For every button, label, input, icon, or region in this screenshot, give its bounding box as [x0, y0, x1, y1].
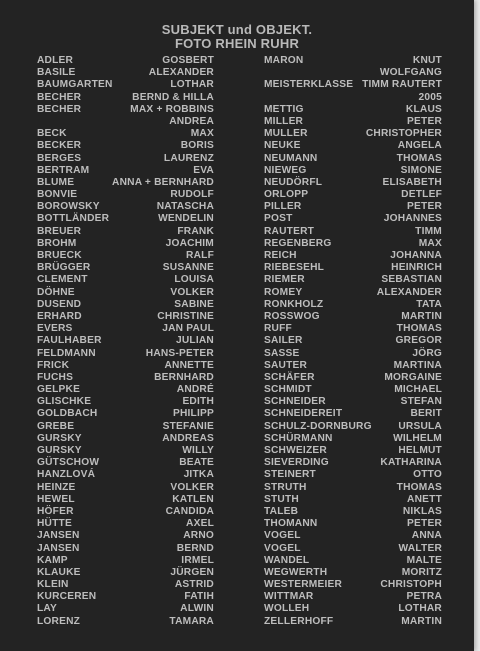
- artist-last-name: GÜTSCHOW: [37, 457, 100, 469]
- artist-last-name: METTIG: [264, 103, 304, 115]
- artist-first-name: FRANK: [177, 225, 214, 237]
- artist-first-name: SUSANNE: [162, 262, 214, 274]
- cover-subtitle: FOTO RHEIN RUHR: [174, 36, 300, 51]
- artist-row: [37, 92, 214, 104]
- artist-last-name: FUCHS: [37, 371, 74, 383]
- artist-first-name: HELMUT: [398, 445, 442, 456]
- artist-first-name: ANDREAS: [162, 432, 214, 444]
- artist-first-name: PETER: [407, 201, 442, 213]
- artist-first-name: ANETT: [407, 493, 442, 505]
- artist-first-name: BERND: [176, 542, 214, 554]
- artist-first-name: NIKLAS: [402, 505, 442, 517]
- artist-row: [264, 591, 442, 603]
- artist-first-name: BERND & HILLA: [132, 91, 214, 103]
- artist-last-name: SCHNEIDEREIT: [264, 408, 343, 420]
- artist-first-name: JÖRG: [412, 347, 442, 359]
- artist-last-name: KAMP: [37, 554, 68, 566]
- artist-first-name: THOMAS: [396, 323, 442, 335]
- artist-row: [264, 274, 442, 286]
- artist-first-name: MAX: [418, 237, 442, 249]
- artist-first-name: LOTHAR: [170, 79, 214, 91]
- artist-first-name: ANGELA: [397, 140, 442, 152]
- artist-last-name: SCHNEIDER: [264, 396, 326, 408]
- artist-row: [264, 433, 442, 445]
- artist-first-name: TIMM RAUTERT: [362, 79, 442, 91]
- artist-first-name: STEFANIE: [162, 420, 214, 432]
- artist-first-name: PHILIPP: [172, 408, 214, 420]
- artist-last-name: BASILE: [37, 67, 76, 79]
- artist-first-name: WOLFGANG: [379, 67, 442, 79]
- artist-row: [264, 421, 442, 433]
- artist-first-name: 2005: [418, 91, 442, 103]
- artist-last-name: MEISTERKLASSE: [264, 79, 354, 91]
- artist-row: [264, 530, 442, 542]
- artist-first-name: THOMAS: [396, 481, 442, 493]
- artist-row: [264, 238, 442, 250]
- artist-last-name: ADLER: [37, 55, 74, 66]
- artist-row: [264, 543, 442, 555]
- artist-first-name: MAX + ROBBINS: [130, 103, 214, 115]
- artist-last-name: SAILER: [264, 335, 303, 347]
- artist-row: [37, 287, 214, 299]
- artist-first-name: MORITZ: [401, 566, 442, 578]
- artist-last-name: SCHULZ-DORNBURG: [264, 420, 372, 432]
- artist-last-name: DUSEND: [37, 298, 82, 310]
- artist-last-name: RAUTERT: [264, 225, 315, 237]
- artist-last-name: HÖFER: [37, 505, 74, 517]
- artist-last-name: GURSKY: [37, 445, 82, 456]
- artist-row: [264, 323, 442, 335]
- artist-first-name: WILLY: [182, 445, 214, 456]
- artist-first-name: RUDOLF: [170, 189, 214, 201]
- artist-row: [264, 213, 442, 225]
- artist-last-name: MARON: [264, 55, 304, 66]
- artist-first-name: WILHELM: [393, 432, 442, 444]
- artist-first-name: HEINRICH: [391, 262, 442, 274]
- artist-last-name: BLUME: [37, 176, 75, 188]
- artist-row: [264, 299, 442, 311]
- artist-row: [264, 116, 442, 128]
- cover-title: SUBJEKT und OBJEKT.: [161, 22, 313, 37]
- artist-last-name: HANZLOVÁ: [37, 469, 96, 481]
- artist-first-name: ARNO: [183, 530, 214, 542]
- artist-row: [37, 140, 214, 152]
- artist-row: [264, 457, 442, 469]
- artist-first-name: GOSBERT: [162, 55, 214, 66]
- artist-last-name: TALEB: [264, 505, 299, 517]
- artist-last-name: BOROWSKY: [37, 201, 100, 213]
- artist-first-name: JULIAN: [176, 335, 214, 347]
- artist-last-name: LORENZ: [37, 615, 81, 627]
- artist-row: [37, 250, 214, 262]
- artist-row: [37, 165, 214, 177]
- artist-last-name: SCHMIDT: [264, 384, 312, 396]
- artist-first-name: EDITH: [182, 396, 214, 408]
- artist-row: [37, 189, 214, 201]
- artist-first-name: ELISABETH: [382, 176, 442, 188]
- artist-last-name: KLEIN: [37, 579, 69, 591]
- artist-row: [264, 262, 442, 274]
- artist-first-name: JAN PAUL: [162, 323, 214, 335]
- artist-last-name: MULLER: [264, 128, 308, 140]
- artist-row: [37, 311, 214, 323]
- artist-row: [37, 555, 214, 567]
- artist-first-name: STEFAN: [400, 396, 442, 408]
- artist-row: [264, 335, 442, 347]
- artist-first-name: JOHANNES: [383, 213, 442, 225]
- artist-row: [37, 372, 214, 384]
- artist-last-name: POST: [264, 213, 293, 225]
- artist-last-name: THOMANN: [264, 518, 318, 530]
- artist-last-name: REGENBERG: [264, 237, 332, 249]
- artist-row: [37, 567, 214, 579]
- artist-last-name: PILLER: [264, 201, 302, 213]
- artist-first-name: ANNA: [411, 530, 442, 542]
- artist-first-name: GREGOR: [395, 335, 442, 347]
- artist-last-name: HEWEL: [37, 493, 75, 505]
- artist-row: [37, 494, 214, 506]
- artist-last-name: BRÜGGER: [37, 262, 91, 274]
- artist-last-name: BECHER: [37, 91, 82, 103]
- artist-last-name: GELPKE: [37, 384, 81, 396]
- artist-row: [37, 226, 214, 238]
- artist-first-name: DETLEF: [401, 189, 442, 201]
- artist-first-name: EVA: [193, 164, 214, 176]
- artist-first-name: PETER: [407, 518, 442, 530]
- artist-last-name: JANSEN: [37, 530, 80, 542]
- artist-first-name: KNUT: [412, 55, 442, 66]
- artist-first-name: RALF: [186, 250, 214, 261]
- artist-first-name: WALTER: [398, 542, 442, 554]
- artist-last-name: RIEMER: [264, 274, 305, 286]
- artist-first-name: MARTINA: [393, 359, 442, 371]
- artist-last-name: HÜTTE: [37, 518, 72, 530]
- artist-first-name: FATIH: [184, 591, 214, 603]
- artist-first-name: TATA: [416, 298, 442, 310]
- artist-last-name: RONKHOLZ: [264, 298, 324, 310]
- artist-row: [264, 518, 442, 530]
- artist-first-name: KATLEN: [172, 493, 214, 505]
- artist-first-name: BERNHARD: [154, 371, 214, 383]
- artist-first-name: JÜRGEN: [170, 566, 214, 578]
- artist-list-left: [37, 55, 214, 628]
- artist-row: [37, 433, 214, 445]
- artist-last-name: DÖHNE: [37, 286, 75, 298]
- artist-first-name: HANS-PETER: [145, 347, 214, 359]
- artist-last-name: NEUDÖRFL: [264, 176, 323, 188]
- artist-row: [264, 226, 442, 238]
- artist-last-name: ORLOPP: [264, 189, 309, 201]
- artist-last-name: SCHÄFER: [264, 371, 315, 383]
- artist-last-name: JANSEN: [37, 542, 80, 554]
- artist-row: [264, 79, 442, 91]
- artist-row: [37, 408, 214, 420]
- artist-last-name: STUTH: [264, 493, 299, 505]
- artist-first-name: BORIS: [180, 140, 214, 152]
- artist-last-name: WESTERMEIER: [264, 579, 343, 591]
- artist-row: [37, 396, 214, 408]
- artist-first-name: OTTO: [413, 469, 442, 481]
- artist-row: [264, 567, 442, 579]
- artist-last-name: EVERS: [37, 323, 73, 335]
- artist-first-name: LOUISA: [174, 274, 214, 286]
- artist-first-name: ANDREA: [169, 115, 214, 127]
- artist-row: [37, 469, 214, 481]
- artist-first-name: MALTE: [406, 554, 442, 566]
- artist-first-name: KATHARINA: [380, 457, 442, 469]
- artist-first-name: URSULA: [398, 420, 442, 432]
- artist-first-name: JOHANNA: [390, 250, 442, 261]
- artist-last-name: BECK: [37, 128, 67, 140]
- artist-row: [37, 55, 214, 67]
- artist-last-name: LAY: [37, 603, 58, 615]
- artist-row: [37, 153, 214, 165]
- artist-row: [37, 323, 214, 335]
- artist-last-name: STEINERT: [264, 469, 316, 481]
- artist-row: [264, 396, 442, 408]
- artist-last-name: SASSE: [264, 347, 300, 359]
- artist-row: [264, 55, 442, 67]
- artist-last-name: WANDEL: [264, 554, 310, 566]
- artist-first-name: PETER: [407, 115, 442, 127]
- artist-last-name: HEINZE: [37, 481, 76, 493]
- artist-last-name: SAUTER: [264, 359, 308, 371]
- artist-row: [37, 421, 214, 433]
- artist-first-name: CHRISTOPHER: [365, 128, 442, 140]
- artist-row: [264, 469, 442, 481]
- artist-last-name: ROMEY: [264, 286, 303, 298]
- artist-row: [37, 530, 214, 542]
- artist-first-name: ANNETTE: [164, 359, 214, 371]
- artist-first-name: LAURENZ: [163, 152, 214, 164]
- artist-row: [264, 348, 442, 360]
- artist-row: [37, 457, 214, 469]
- artist-first-name: ALEXANDER: [148, 67, 214, 79]
- artist-last-name: MILLER: [264, 115, 304, 127]
- artist-last-name: BECHER: [37, 103, 82, 115]
- artist-row: [264, 104, 442, 116]
- artist-row: [37, 104, 214, 116]
- artist-row: [37, 116, 214, 128]
- artist-first-name: AXEL: [186, 518, 214, 530]
- artist-first-name: WENDELIN: [158, 213, 214, 225]
- artist-row: [37, 603, 214, 615]
- artist-last-name: VOGEL: [264, 530, 301, 542]
- artist-row: [264, 445, 442, 457]
- artist-last-name: ZELLERHOFF: [264, 615, 334, 627]
- artist-row: [264, 165, 442, 177]
- artist-first-name: SEBASTIAN: [381, 274, 442, 286]
- artist-row: [264, 311, 442, 323]
- artist-row: [37, 518, 214, 530]
- artist-first-name: MARTIN: [401, 615, 442, 627]
- artist-row: [37, 348, 214, 360]
- artist-last-name: WEGWERTH: [264, 566, 328, 578]
- artist-last-name: REICH: [264, 250, 297, 261]
- artist-first-name: BEATE: [179, 457, 214, 469]
- artist-row: [37, 299, 214, 311]
- artist-first-name: ALEXANDER: [376, 286, 442, 298]
- artist-first-name: MARTIN: [401, 310, 442, 322]
- artist-row: [37, 238, 214, 250]
- artist-last-name: VOGEL: [264, 542, 301, 554]
- artist-row: [37, 128, 214, 140]
- artist-row: [264, 153, 442, 165]
- artist-first-name: ANNA + BERNHARD: [112, 176, 214, 188]
- artist-row: [37, 506, 214, 518]
- artist-first-name: PETRA: [406, 591, 442, 603]
- artist-first-name: THOMAS: [396, 152, 442, 164]
- artist-row: [264, 128, 442, 140]
- artist-row: [37, 445, 214, 457]
- artist-row: [37, 79, 214, 91]
- artist-first-name: LOTHAR: [398, 603, 442, 615]
- artist-first-name: MICHAEL: [394, 384, 442, 396]
- artist-row: [264, 494, 442, 506]
- artist-last-name: BERTRAM: [37, 164, 90, 176]
- artist-row: [264, 616, 442, 628]
- artist-last-name: ERHARD: [37, 310, 82, 322]
- artist-last-name: ROSSWOG: [264, 310, 320, 322]
- artist-first-name: SABINE: [174, 298, 214, 310]
- artist-last-name: BOTTLÄNDER: [37, 213, 110, 225]
- artist-row: [37, 616, 214, 628]
- artist-first-name: ANDRÉ: [176, 384, 214, 396]
- artist-first-name: TIMM: [415, 225, 442, 237]
- artist-first-name: CHRISTOPH: [380, 579, 442, 591]
- artist-row: [264, 506, 442, 518]
- artist-list-right: [264, 55, 442, 628]
- artist-first-name: ASTRID: [174, 579, 214, 591]
- artist-first-name: ALWIN: [180, 603, 214, 615]
- artist-last-name: RIEBESEHL: [264, 262, 325, 274]
- artist-first-name: SIMONE: [400, 164, 442, 176]
- artist-row: [264, 603, 442, 615]
- artist-first-name: IRMEL: [181, 554, 214, 566]
- artist-last-name: BROHM: [37, 237, 77, 249]
- artist-row: [264, 384, 442, 396]
- artist-row: [37, 384, 214, 396]
- artist-last-name: NEUKE: [264, 140, 301, 152]
- artist-row: [264, 189, 442, 201]
- artist-last-name: NIEWEG: [264, 164, 307, 176]
- artist-row: [37, 591, 214, 603]
- artist-last-name: GREBE: [37, 420, 75, 432]
- artist-row: [264, 140, 442, 152]
- artist-last-name: SCHÜRMANN: [264, 432, 333, 444]
- artist-first-name: VOLKER: [170, 481, 214, 493]
- artist-last-name: BRUECK: [37, 250, 82, 261]
- artist-row: [264, 201, 442, 213]
- artist-first-name: TAMARA: [169, 615, 214, 627]
- artist-first-name: JOACHIM: [165, 237, 214, 249]
- artist-row: [264, 372, 442, 384]
- artist-first-name: CANDIDA: [165, 505, 214, 517]
- artist-last-name: BECKER: [37, 140, 82, 152]
- artist-row: [37, 482, 214, 494]
- artist-last-name: SCHWEIZER: [264, 445, 327, 456]
- artist-row: [37, 177, 214, 189]
- artist-last-name: FAULHABER: [37, 335, 102, 347]
- artist-first-name: MAX: [190, 128, 214, 140]
- artist-last-name: FRICK: [37, 359, 70, 371]
- artist-last-name: BERGES: [37, 152, 82, 164]
- artist-row: [264, 67, 442, 79]
- artist-first-name: CHRISTINE: [157, 310, 214, 322]
- artist-row: [37, 274, 214, 286]
- artist-row: [264, 360, 442, 372]
- artist-row: [264, 482, 442, 494]
- artist-row: [37, 67, 214, 79]
- artist-last-name: SIEVERDING: [264, 457, 329, 469]
- artist-first-name: JITKA: [183, 469, 214, 481]
- artist-row: [264, 287, 442, 299]
- artist-last-name: RUFF: [264, 323, 292, 335]
- artist-last-name: FELDMANN: [37, 347, 96, 359]
- artist-row: [37, 360, 214, 372]
- artist-row: [37, 262, 214, 274]
- artist-first-name: NATASCHA: [156, 201, 214, 213]
- artist-last-name: BREUER: [37, 225, 82, 237]
- artist-row: [264, 408, 442, 420]
- artist-last-name: KLAUKE: [37, 566, 81, 578]
- artist-first-name: VOLKER: [170, 286, 214, 298]
- artist-last-name: GOLDBACH: [37, 408, 98, 420]
- artist-last-name: BONVIE: [37, 189, 78, 201]
- artist-row: [264, 579, 442, 591]
- artist-last-name: NEUMANN: [264, 152, 318, 164]
- artist-first-name: MORGAINE: [384, 371, 442, 383]
- artist-last-name: WITTMAR: [264, 591, 314, 603]
- artist-last-name: BAUMGARTEN: [37, 79, 113, 91]
- artist-row: [37, 579, 214, 591]
- artist-last-name: WOLLEH: [264, 603, 310, 615]
- artist-last-name: GLISCHKE: [37, 396, 92, 408]
- artist-row: [37, 213, 214, 225]
- artist-row: [37, 201, 214, 213]
- artist-row: [37, 335, 214, 347]
- artist-row: [264, 555, 442, 567]
- artist-last-name: CLEMENT: [37, 274, 88, 286]
- artist-first-name: BERIT: [410, 408, 442, 420]
- artist-first-name: KLAUS: [405, 103, 442, 115]
- artist-row: [264, 92, 442, 104]
- artist-last-name: STRUTH: [264, 481, 307, 493]
- artist-row: [264, 177, 442, 189]
- artist-last-name: GURSKY: [37, 432, 82, 444]
- artist-row: [264, 250, 442, 262]
- artist-row: [37, 543, 214, 555]
- artist-last-name: KURCEREN: [37, 591, 97, 603]
